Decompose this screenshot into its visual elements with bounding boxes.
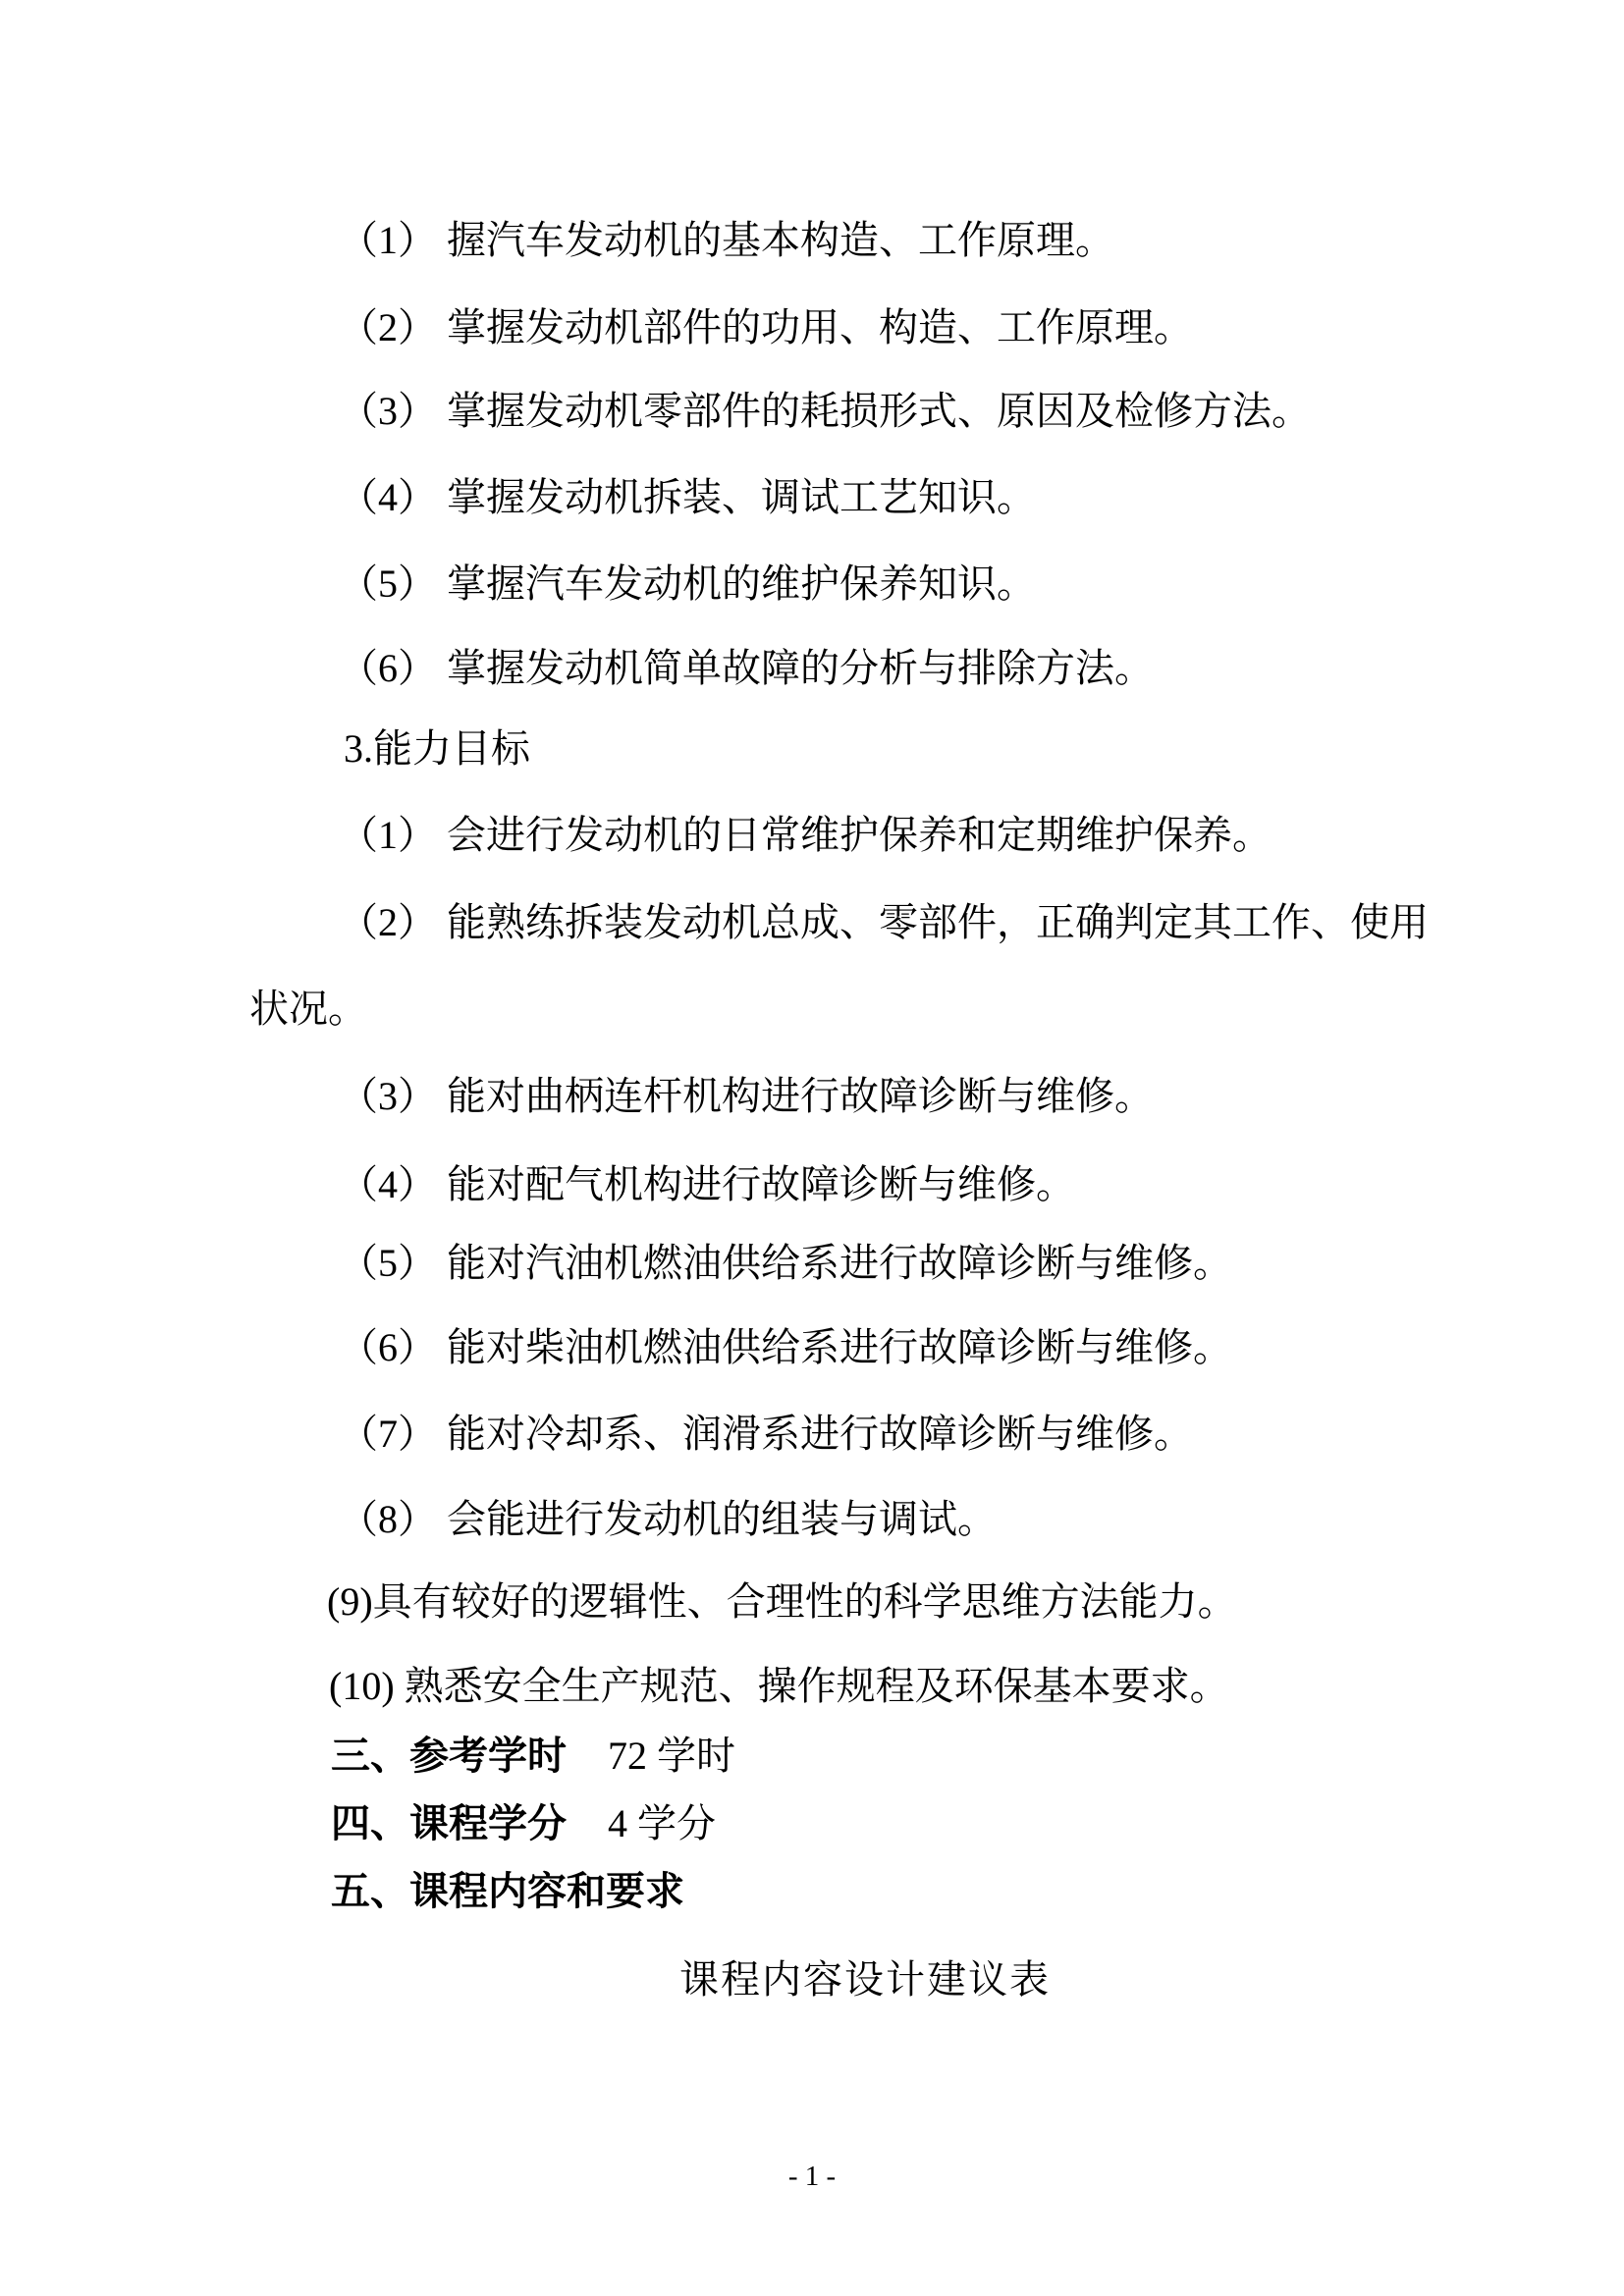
page-number-footer: - 1 - [787, 2161, 837, 2192]
knowledge-objective-4: （4） 掌握发动机拆装、调试工艺知识。 [339, 475, 1036, 519]
ability-objective-10: (10) 熟悉安全生产规范、操作规程及环保基本要求。 [329, 1664, 1229, 1708]
ability-objective-4: （4） 能对配气机构进行故障诊断与维修。 [339, 1162, 1075, 1206]
ability-objective-7: （7） 能对冷却系、润滑系进行故障诊断与维修。 [339, 1412, 1193, 1456]
ability-objective-9: (9)具有较好的逻辑性、合理性的科学思维方法能力。 [327, 1579, 1237, 1624]
section-heading-reference-hours-value: 72 学时 [608, 1734, 735, 1778]
ability-objective-8: （8） 会能进行发动机的组装与调试。 [339, 1497, 997, 1541]
ability-objective-6: （6） 能对柴油机燃油供给系进行故障诊断与维修。 [339, 1325, 1232, 1369]
ability-objective-2: （2） 能熟练拆装发动机总成、零部件，正确判定其工作、使用 [339, 900, 1429, 944]
section-heading-reference-hours-label: 三、参考学时 [331, 1735, 567, 1778]
ability-objectives-heading: 3.能力目标 [344, 726, 530, 771]
section-heading-course-credits-value: 4 学分 [608, 1801, 716, 1845]
knowledge-objective-3: （3） 掌握发动机零部件的耗损形式、原因及检修方法。 [339, 389, 1311, 433]
knowledge-objective-1: （1） 握汽车发动机的基本构造、工作原理。 [339, 218, 1114, 262]
section-heading-reference-hours [331, 1736, 735, 1776]
knowledge-objective-2: （2） 掌握发动机部件的功用、构造、工作原理。 [339, 305, 1193, 349]
ability-objective-2-continuation: 状况。 [249, 987, 367, 1031]
knowledge-objective-6: （6） 掌握发动机简单故障的分析与排除方法。 [339, 646, 1154, 690]
section-heading-course-credits [331, 1801, 716, 1845]
knowledge-objective-5: （5） 掌握汽车发动机的维护保养知识。 [339, 561, 1036, 606]
ability-objective-1: （1） 会进行发动机的日常维护保养和定期维护保养。 [339, 813, 1272, 857]
ability-objective-5: （5） 能对汽油机燃油供给系进行故障诊断与维修。 [339, 1241, 1232, 1285]
table-title: 课程内容设计建议表 [679, 1957, 1051, 2002]
section-heading-course-credits-label: 四、课程学分 [331, 1802, 567, 1845]
ability-objective-3: （3） 能对曲柄连杆机构进行故障诊断与维修。 [339, 1074, 1154, 1118]
section-heading-course-content: 五、课程内容和要求 [331, 1870, 684, 1913]
